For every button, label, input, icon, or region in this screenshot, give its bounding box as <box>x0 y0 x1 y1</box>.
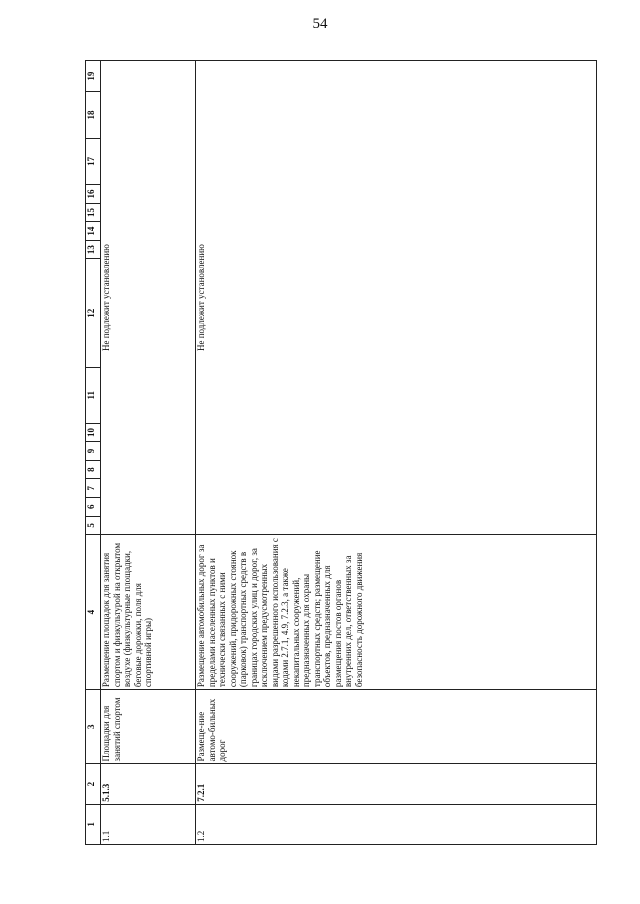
use-description-cell: Размещение площадок для занятия спортом и физкультурой на открытом воздухе (физкультурные площадки, беговые дорожки, поля для спортивной игры) <box>101 535 196 690</box>
header-cell: 1 <box>86 804 101 844</box>
header-cell: 12 <box>86 259 101 367</box>
header-cell: 3 <box>86 690 101 764</box>
not-established-cell: Не подлежит установлению <box>196 61 597 535</box>
header-cell: 17 <box>86 138 101 184</box>
header-cell: 18 <box>86 92 101 138</box>
header-cell: 4 <box>86 535 101 690</box>
header-cell: 15 <box>86 203 101 222</box>
header-cell: 14 <box>86 222 101 241</box>
header-row <box>86 61 101 845</box>
use-code-cell: 5.1.3 <box>101 764 196 804</box>
regulations-table <box>85 60 597 845</box>
header-cell: 9 <box>86 442 101 461</box>
row-number-cell: 1.1 <box>101 804 196 844</box>
row-number-cell: 1.2 <box>196 804 597 844</box>
use-code-cell: 7.2.1 <box>196 764 597 804</box>
table-row <box>101 61 196 845</box>
use-name-cell: Размеще-ние автомо-бильных дорог <box>196 690 597 764</box>
header-cell: 13 <box>86 240 101 259</box>
header-cell: 6 <box>86 497 101 516</box>
rotated-table-container <box>85 60 613 845</box>
header-cell: 2 <box>86 764 101 804</box>
header-cell: 11 <box>86 367 101 423</box>
table-row <box>196 61 597 845</box>
use-name-cell: Площадки для занятий спортом <box>101 690 196 764</box>
header-cell: 16 <box>86 185 101 204</box>
header-cell: 7 <box>86 479 101 498</box>
header-cell: 8 <box>86 460 101 479</box>
not-established-cell: Не подлежит установлению <box>101 61 196 535</box>
page-number: 54 <box>312 16 328 32</box>
header-cell: 10 <box>86 423 101 442</box>
header-cell: 19 <box>86 61 101 92</box>
use-description-cell: Размещение автомобильных дорог за пределами населенных пунктов и технически связанных с ними сооружений, придорожных стоянок (парковок) транспортных средств в границах городских улиц и дорог, за исключением предусмотренных видами разрешенного использования с кодами 2.7.1, 4.9, 7.2.3, а также некапитальных сооружений, предназначенных для охраны транспортных средств; размещение объектов, предназначенных для размещения постов органов внутренних дел, ответственных за безопасность дорожного движения <box>196 535 597 690</box>
header-cell: 5 <box>86 516 101 535</box>
